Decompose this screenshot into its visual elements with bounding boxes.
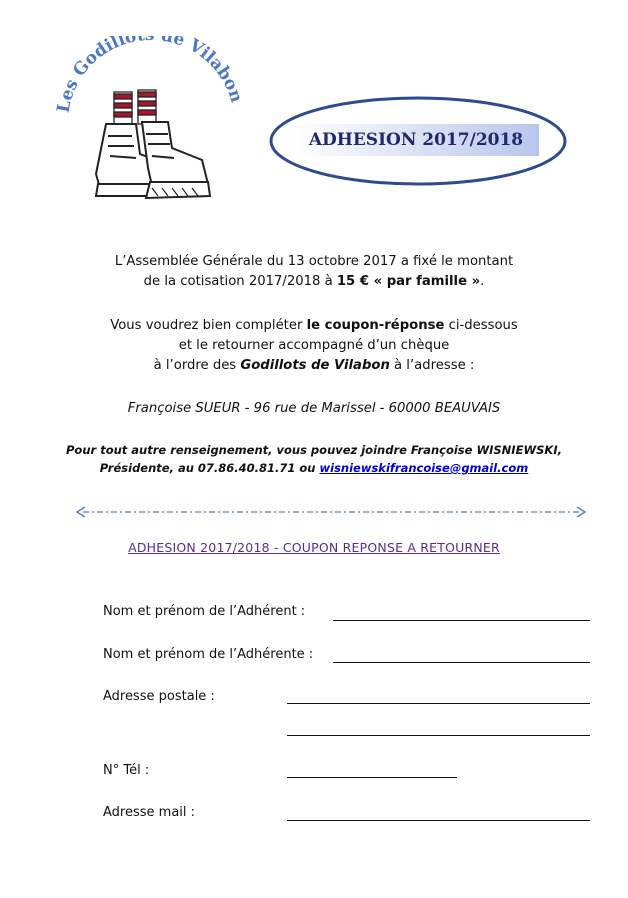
contact-line: Pour tout autre renseignement, vous pouvez joindre Françoise WISNIEWSKI, bbox=[66, 443, 562, 457]
contact-text: Présidente, au 07.86.40.81.71 ou bbox=[99, 461, 320, 475]
coupon-emphasis: le coupon-réponse bbox=[306, 318, 445, 333]
email-label: Adresse mail : bbox=[103, 805, 196, 820]
club-logo bbox=[56, 36, 246, 226]
intro-line bbox=[34, 316, 594, 336]
intro-text: à l’adresse : bbox=[389, 358, 475, 373]
adherente-name-label: Nom et prénom de l’Adhérente : bbox=[103, 647, 314, 662]
phone-label: N° Tél : bbox=[103, 763, 150, 778]
page-title: ADHESION 2017/2018 bbox=[308, 130, 524, 150]
intro-paragraph-coupon bbox=[34, 316, 594, 376]
contact-line bbox=[4, 459, 624, 477]
hiking-boots-icon bbox=[56, 36, 246, 226]
adherent-name-label: Nom et prénom de l’Adhérent : bbox=[103, 604, 306, 619]
intro-line: et le retourner accompagné d’un chèque bbox=[178, 338, 450, 353]
intro-text: ci-dessous bbox=[444, 318, 518, 333]
phone-field[interactable] bbox=[287, 777, 457, 778]
mailing-address bbox=[34, 399, 594, 419]
intro-paragraph-fee bbox=[34, 252, 594, 292]
intro-line bbox=[34, 272, 594, 292]
coupon-title: ADHESION 2017/2018 - COUPON REPONSE A RETOURNER bbox=[128, 540, 500, 555]
intro-text: de la cotisation 2017/2018 à bbox=[143, 274, 337, 289]
postal-address-field-line1[interactable] bbox=[287, 703, 590, 704]
adherente-name-field[interactable] bbox=[333, 662, 590, 663]
address-text: Françoise SUEUR - 96 rue de Marissel - 60000 BEAUVAIS bbox=[127, 401, 501, 416]
logo-text: es Godillo de Vilabon bbox=[56, 36, 246, 105]
adherent-name-field[interactable] bbox=[333, 620, 590, 621]
intro-text: Vous voudrez bien compléter bbox=[110, 318, 307, 333]
intro-line: L’Assemblée Générale du 13 octobre 2017 a fixé le montant bbox=[114, 254, 514, 269]
intro-line bbox=[34, 356, 594, 376]
email-field[interactable] bbox=[287, 820, 590, 821]
email-link[interactable]: wisniewskifrancoise@gmail.com bbox=[319, 461, 529, 475]
fee-amount: 15 € « par famille » bbox=[336, 274, 481, 289]
intro-text: à l’ordre des bbox=[153, 358, 241, 373]
club-name: Godillots de Vilabon bbox=[240, 358, 390, 373]
contact-info bbox=[4, 441, 624, 477]
postal-address-label: Adresse postale : bbox=[103, 689, 215, 704]
intro-text: . bbox=[480, 274, 485, 289]
cut-line-divider bbox=[75, 504, 587, 520]
postal-address-field-line2[interactable] bbox=[287, 735, 590, 736]
